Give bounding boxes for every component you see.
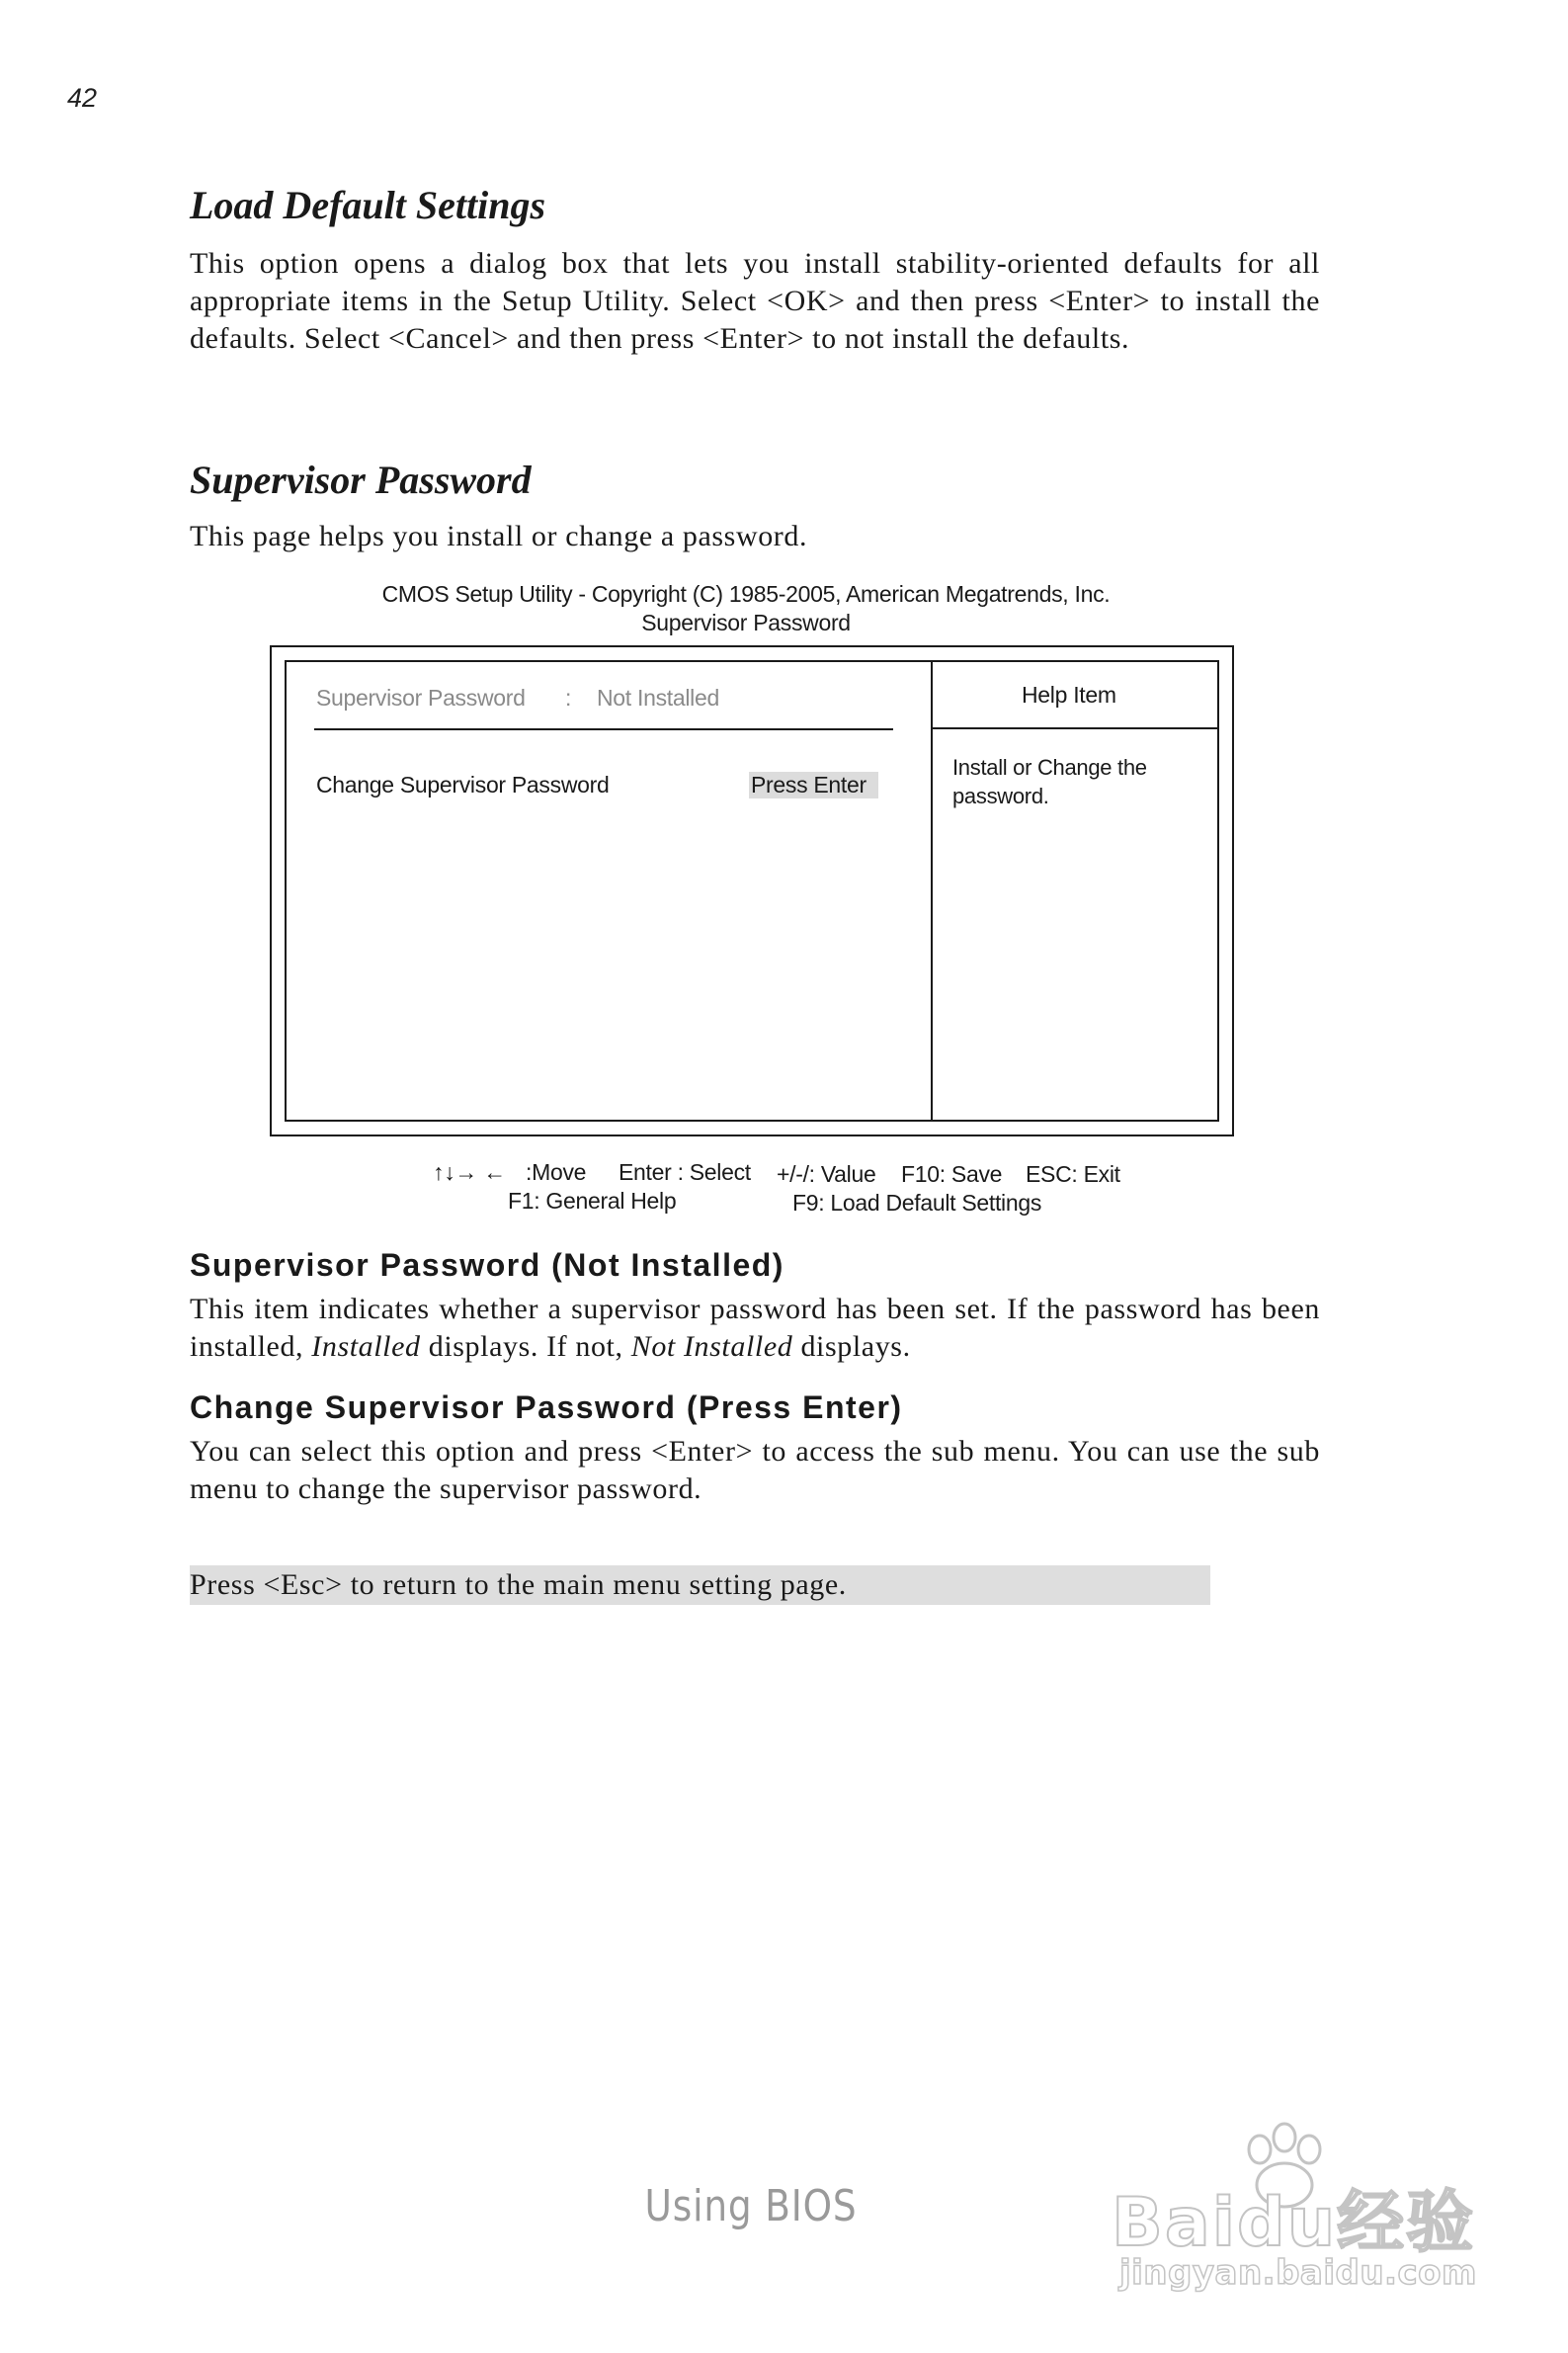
legend-move: :Move bbox=[526, 1159, 587, 1185]
help-divider bbox=[931, 662, 933, 1120]
status-value: Not Installed bbox=[597, 685, 719, 711]
esc-return-note: Press <Esc> to return to the main menu setting page. bbox=[190, 1568, 847, 1601]
page-number: 42 bbox=[67, 83, 98, 113]
change-password-item[interactable]: Change Supervisor Password bbox=[316, 772, 610, 798]
legend-load-defaults: F9: Load Default Settings bbox=[792, 1190, 1042, 1216]
move-arrows-icon: ↑↓→ ← bbox=[433, 1159, 506, 1185]
legend-value: +/-/: Value bbox=[777, 1161, 876, 1187]
watermark-logo: Baidu经验 bbox=[1112, 2184, 1476, 2262]
legend-exit: ESC: Exit bbox=[1026, 1161, 1120, 1187]
help-title-divider bbox=[933, 727, 1219, 729]
load-default-settings-body: This option opens a dialog box that lets you install stability-oriented defaults for all appropriate items in the Setup Utility. Select <OK> and then press <Enter> to install the defaults. Select <Cancel> and then press <Enter> to not install the defaults. bbox=[190, 247, 1320, 355]
bios-screen bbox=[270, 645, 1234, 1136]
legend-save: F10: Save bbox=[901, 1161, 1003, 1187]
supervisor-password-intro: This page helps you install or change a password. bbox=[190, 520, 808, 552]
legend-select: Enter : Select bbox=[619, 1159, 751, 1185]
status-label: Supervisor Password bbox=[316, 685, 526, 711]
load-default-settings-heading: Load Default Settings bbox=[190, 183, 546, 227]
supervisor-password-status-body: This item indicates whether a supervisor password has been set. If the password has been installed, Installed displays. If not, Not Installed displays. bbox=[190, 1293, 1320, 1363]
press-enter-value[interactable]: Press Enter bbox=[749, 772, 878, 798]
bios-caption-subtitle: Supervisor Password bbox=[641, 610, 851, 635]
help-item-title: Help Item bbox=[1022, 682, 1116, 708]
watermark-url: jingyan.baidu.com bbox=[1119, 2253, 1477, 2293]
legend-general-help: F1: General Help bbox=[508, 1188, 677, 1214]
change-supervisor-password-heading: Change Supervisor Password (Press Enter) bbox=[190, 1389, 903, 1425]
change-supervisor-password-body: You can select this option and press <Enter> to access the sub menu. You can use the sub menu to change the supervisor password. bbox=[190, 1435, 1320, 1505]
page-footer: Using BIOS bbox=[644, 2181, 858, 2231]
supervisor-password-heading: Supervisor Password bbox=[190, 458, 532, 502]
bios-caption-title: CMOS Setup Utility - Copyright (C) 1985-2005, American Megatrends, Inc. bbox=[381, 581, 1111, 607]
status-separator: : bbox=[565, 685, 572, 711]
help-item-text: Install or Change the password. bbox=[952, 755, 1147, 808]
baidu-watermark bbox=[1112, 2120, 1487, 2308]
status-divider bbox=[314, 728, 893, 730]
bios-panel bbox=[285, 660, 1219, 1122]
supervisor-password-status-heading: Supervisor Password (Not Installed) bbox=[190, 1247, 784, 1283]
